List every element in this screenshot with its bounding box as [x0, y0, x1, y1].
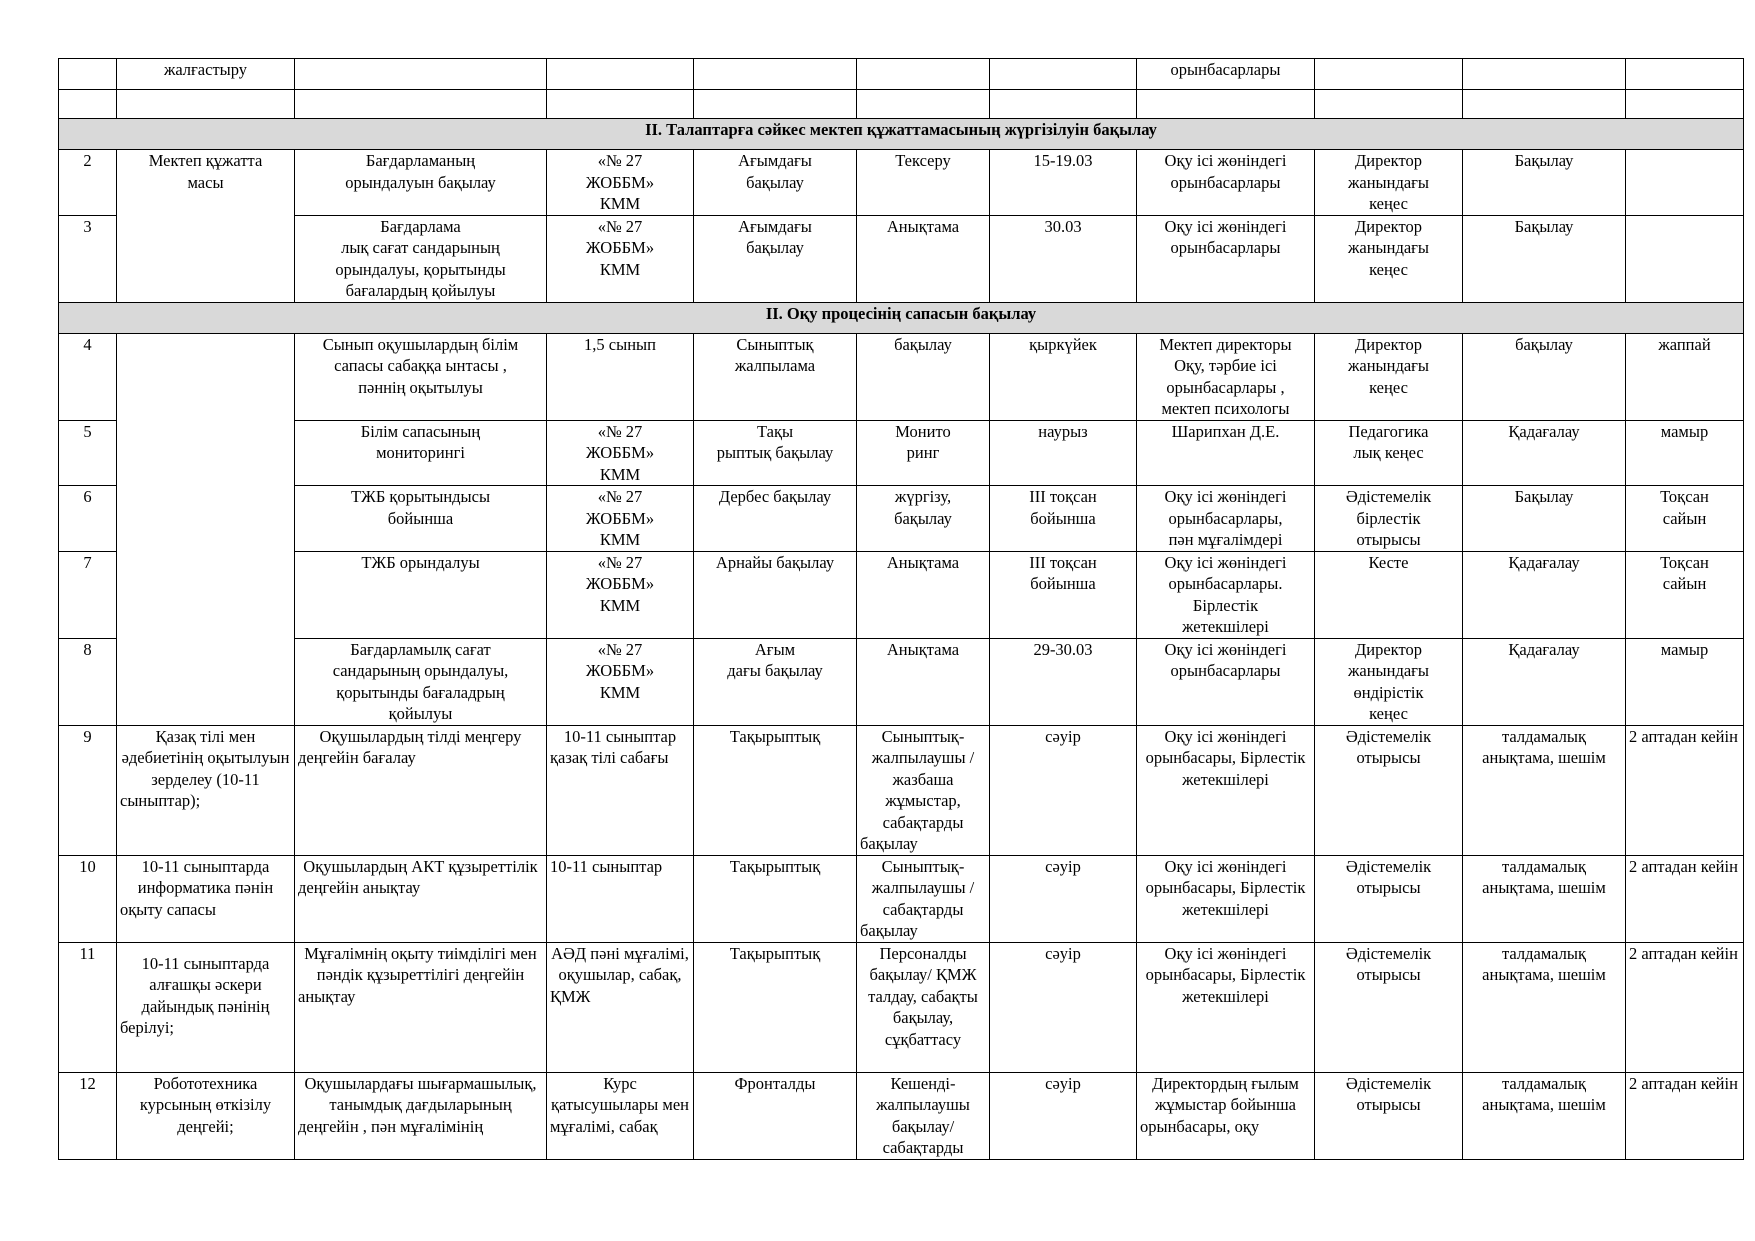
goal-line: сапасы сабаққа ынтасы , [334, 356, 507, 375]
section-heading: ІІ. Талаптарға сәйкес мектеп құжаттамасының жүргізілуін бақылау [59, 119, 1744, 150]
object-cell [547, 420, 694, 486]
object-line: КММ [599, 194, 641, 213]
responsible-cell: Оқу ісі жөніндегі орынбасары, Бірлестік жетекшілері [1137, 855, 1315, 942]
table-row [59, 855, 1744, 942]
method-cell [857, 486, 990, 552]
place-line: бірлестік [1356, 508, 1421, 528]
object-cell: 10-11 сыныптар қазақ тілі сабағы [547, 725, 694, 855]
responsible-line: Мектеп директоры [1159, 334, 1292, 354]
note-cell: 2 аптадан кейін [1626, 855, 1744, 942]
decision-cell [1463, 59, 1626, 90]
responsible-cell: Шарипхан Д.Е. [1137, 420, 1315, 486]
type-cell: Тақырыптық [694, 855, 857, 942]
object-line: ЖОББМ» [585, 172, 655, 192]
row-number: 2 [59, 150, 117, 216]
row-number: 4 [59, 333, 117, 420]
object-line: ЖОББМ» [585, 574, 655, 593]
responsible-line: орынбасарлары. [1168, 574, 1283, 593]
place-line: жанындағы [1347, 238, 1430, 257]
method-cell [857, 420, 990, 486]
table-row [59, 420, 1744, 486]
topic-cell: 10-11 сыныптарда алғашқы әскери дайындық пәнінің берілуі; [117, 942, 295, 1072]
note-cell [1626, 90, 1744, 119]
place-line: Директор [1355, 334, 1422, 354]
responsible-cell [1137, 551, 1315, 638]
table-row [59, 59, 1744, 90]
place-cell [1315, 333, 1463, 420]
date-cell [990, 551, 1137, 638]
topic-line: Мектеп құжатта [148, 151, 263, 170]
place-cell: Әдістемелік отырысы [1315, 855, 1463, 942]
responsible-text: орынбасарлары [1170, 60, 1281, 79]
place-line: жанындағы [1347, 356, 1430, 375]
row-number: 7 [59, 551, 117, 638]
row-number [59, 59, 117, 90]
goal-cell: Мұғалімнің оқыту тиімділігі мен пәндік құзыреттілігі деңгейін анықтау [295, 942, 547, 1072]
type-line: дағы бақылау [727, 661, 823, 680]
place-cell [1315, 90, 1463, 119]
object-line: «№ 27 [597, 421, 643, 441]
method-line: жүргізу, [894, 487, 952, 506]
goal-line: Білім сапасының [360, 421, 481, 441]
place-line: кеңес [1369, 194, 1408, 213]
goal-cell [295, 486, 547, 552]
object-line: «№ 27 [597, 552, 643, 572]
table-row [59, 551, 1744, 638]
responsible-cell [1137, 150, 1315, 216]
decision-cell: Бақылау [1463, 486, 1626, 552]
note-cell [1626, 59, 1744, 90]
object-line: ЖОББМ» [585, 238, 655, 257]
place-cell [1315, 420, 1463, 486]
place-cell [1315, 638, 1463, 725]
place-line: Директор [1355, 639, 1422, 659]
topic-cell: 10-11 сыныптарда информатика пәнін оқыту сапасы [117, 855, 295, 942]
date-cell: 30.03 [990, 215, 1137, 302]
place-cell [1315, 486, 1463, 552]
row-number: 3 [59, 215, 117, 302]
decision-cell [1463, 90, 1626, 119]
type-cell: Арнайы бақылау [694, 551, 857, 638]
responsible-cell: Оқу ісі жөніндегі орынбасары, Бірлестік жетекшілері [1137, 725, 1315, 855]
table-row [59, 942, 1744, 1072]
responsible-cell [1137, 638, 1315, 725]
type-cell: Тақырыптық [694, 942, 857, 1072]
method-cell [857, 90, 990, 119]
place-line: Директор [1355, 151, 1422, 170]
place-cell [1315, 215, 1463, 302]
topic-cell [117, 150, 295, 303]
note-cell [1626, 150, 1744, 216]
place-cell: Әдістемелік отырысы [1315, 1072, 1463, 1159]
goal-cell [295, 638, 547, 725]
goal-line: мониторингі [376, 443, 465, 462]
object-cell [547, 90, 694, 119]
place-line: кеңес [1369, 259, 1408, 279]
decision-cell: талдамалық анықтама, шешім [1463, 855, 1626, 942]
object-line: «№ 27 [597, 487, 643, 506]
method-cell: Анықтама [857, 638, 990, 725]
responsible-line: жетекшілері [1182, 617, 1269, 636]
topic-cell [117, 333, 295, 725]
note-cell: мамыр [1626, 420, 1744, 486]
responsible-line: Оқу ісі жөніндегі [1164, 487, 1287, 506]
responsible-line: орынбасарлары [1170, 661, 1281, 680]
goal-line: Бағдарлама [380, 216, 461, 236]
table-row [59, 638, 1744, 725]
responsible-line: орынбасарлары [1170, 172, 1281, 192]
note-cell: жаппай [1626, 333, 1744, 420]
note-cell [1626, 215, 1744, 302]
date-line: бойынша [1030, 574, 1096, 593]
decision-cell: талдамалық анықтама, шешім [1463, 942, 1626, 1072]
goal-cell [295, 59, 547, 90]
note-cell [1626, 551, 1744, 638]
type-line: бақылау [746, 172, 804, 192]
goal-line: бағалардың қойылуы [345, 281, 496, 300]
place-cell: Кесте [1315, 551, 1463, 638]
type-cell [694, 333, 857, 420]
row-number: 8 [59, 638, 117, 725]
responsible-line: Оқу ісі жөніндегі [1164, 552, 1287, 572]
decision-cell: Қадағалау [1463, 638, 1626, 725]
type-cell [694, 215, 857, 302]
decision-cell: талдамалық анықтама, шешім [1463, 1072, 1626, 1159]
goal-line: сандарының орындалуы, [332, 661, 509, 680]
object-line: ЖОББМ» [585, 508, 655, 528]
type-line: Сыныптық [736, 334, 814, 354]
responsible-cell: Оқу ісі жөніндегі орынбасары, Бірлестік жетекшілері [1137, 942, 1315, 1072]
responsible-cell [1137, 90, 1315, 119]
object-cell [547, 215, 694, 302]
section-heading: ІІ. Оқу процесінің сапасын бақылау [59, 302, 1744, 333]
responsible-cell [1137, 215, 1315, 302]
date-cell: наурыз [990, 420, 1137, 486]
topic-text: жалғастыру [163, 60, 248, 79]
place-line: Әдістемелік [1345, 487, 1432, 506]
place-line: кеңес [1369, 377, 1408, 397]
goal-cell [295, 215, 547, 302]
note-cell: мамыр [1626, 638, 1744, 725]
row-number: 9 [59, 725, 117, 855]
method-line: Монито [895, 421, 951, 441]
goal-cell: ТЖБ орындалуы [295, 551, 547, 638]
type-line: Ағым [754, 639, 796, 659]
table-row [59, 486, 1744, 552]
responsible-line: Оқу ісі жөніндегі [1164, 639, 1287, 659]
table-row [59, 215, 1744, 302]
section-header-row [59, 119, 1744, 150]
type-cell: Дербес бақылау [694, 486, 857, 552]
responsible-line: пән мұғалімдері [1168, 530, 1283, 549]
type-line: Ағымдағы [738, 151, 812, 170]
method-cell: Тексеру [857, 150, 990, 216]
decision-cell: Қадағалау [1463, 551, 1626, 638]
table-row [59, 150, 1744, 216]
goal-line: бойынша [387, 508, 454, 528]
date-cell: 15-19.03 [990, 150, 1137, 216]
responsible-cell [1137, 333, 1315, 420]
date-cell [990, 90, 1137, 119]
type-cell [694, 150, 857, 216]
row-number: 6 [59, 486, 117, 552]
date-cell: сәуір [990, 942, 1137, 1072]
type-line: жалпылама [734, 356, 816, 375]
table-row [59, 90, 1744, 119]
note-cell: 2 аптадан кейін [1626, 1072, 1744, 1159]
goal-cell [295, 333, 547, 420]
type-cell [694, 59, 857, 90]
place-line: Педагогика [1348, 421, 1429, 441]
responsible-line: орынбасарлары, [1168, 508, 1283, 528]
place-line: лық кеңес [1353, 443, 1424, 462]
method-cell: Анықтама [857, 215, 990, 302]
responsible-line: орынбасарлары , [1166, 377, 1285, 397]
object-line: КММ [599, 464, 641, 484]
decision-cell: Қадағалау [1463, 420, 1626, 486]
responsible-cell [1137, 486, 1315, 552]
row-number: 5 [59, 420, 117, 486]
method-line: ринг [906, 443, 940, 462]
goal-line: ТЖБ қорытындысы [350, 487, 491, 506]
date-cell: 29-30.03 [990, 638, 1137, 725]
place-cell [1315, 59, 1463, 90]
type-cell [694, 638, 857, 725]
type-line: бақылау [746, 238, 804, 257]
row-number [59, 90, 117, 119]
goal-line: Бағдарламылқ сағат [350, 639, 491, 659]
table-row [59, 333, 1744, 420]
responsible-line: Оқу ісі жөніндегі [1164, 216, 1287, 236]
type-cell: Фронталды [694, 1072, 857, 1159]
goal-cell [295, 150, 547, 216]
object-line: «№ 27 [597, 639, 643, 659]
goal-cell: Оқушылардың тілді меңгеру деңгейін бағалау [295, 725, 547, 855]
place-cell: Әдістемелік отырысы [1315, 725, 1463, 855]
date-line: бойынша [1030, 508, 1096, 528]
control-plan-table [58, 58, 1744, 1160]
responsible-line: орынбасарлары [1170, 238, 1281, 257]
note-line: сайын [1662, 574, 1707, 593]
goal-cell [295, 420, 547, 486]
type-line: рыптық бақылау [716, 443, 834, 462]
place-line: жанындағы [1347, 172, 1430, 192]
place-cell: Әдістемелік отырысы [1315, 942, 1463, 1072]
goal-line: лық сағат сандарының [341, 238, 500, 257]
row-number: 12 [59, 1072, 117, 1159]
date-cell: қыркүйек [990, 333, 1137, 420]
type-line: Ағымдағы [738, 216, 812, 236]
topic-cell: Қазақ тілі мен әдебиетінің оқытылуын зерделеу (10-11 сыныптар); [117, 725, 295, 855]
object-line: «№ 27 [597, 151, 643, 170]
place-line: Директор [1355, 216, 1422, 236]
place-line: кеңес [1369, 704, 1408, 723]
place-cell [1315, 150, 1463, 216]
method-cell [857, 59, 990, 90]
object-cell [547, 150, 694, 216]
method-cell: Анықтама [857, 551, 990, 638]
place-line: өндірістік [1353, 682, 1424, 702]
object-cell: Курс қатысушылары мен мұғалімі, сабақ [547, 1072, 694, 1159]
goal-cell: Оқушылардың АКТ құзыреттілік деңгейін анықтау [295, 855, 547, 942]
type-line: Тақы [756, 421, 794, 441]
note-line: Тоқсан [1660, 487, 1709, 506]
date-cell: сәуір [990, 855, 1137, 942]
place-line: отырысы [1356, 530, 1421, 549]
goal-line: орындалуын бақылау [345, 172, 496, 192]
goal-line: қорытынды бағаладрың [336, 682, 505, 702]
topic-cell [117, 90, 295, 119]
date-cell [990, 59, 1137, 90]
table-row [59, 1072, 1744, 1159]
topic-cell: Робототехника курсының өткізілу деңгейі; [117, 1072, 295, 1159]
object-cell: АӘД пәні мұғалімі, оқушылар, сабақ, ҚМЖ [547, 942, 694, 1072]
object-line: ЖОББМ» [585, 443, 655, 462]
object-cell [547, 486, 694, 552]
object-line: КММ [599, 259, 641, 279]
method-cell: Сыныптық-жалпылаушы / жазбаша жұмыстар, сабақтарды бақылау [857, 725, 990, 855]
place-line: жанындағы [1347, 661, 1430, 680]
object-line: КММ [599, 682, 641, 702]
table-row [59, 725, 1744, 855]
goal-line: қойылуы [388, 704, 453, 723]
decision-cell: талдамалық анықтама, шешім [1463, 725, 1626, 855]
object-line: КММ [599, 595, 641, 615]
method-cell: Персоналды бақылау/ ҚМЖ талдау, сабақты бақылау, сұқбаттасу [857, 942, 990, 1072]
note-line: сайын [1662, 508, 1707, 528]
responsible-cell: Директордың ғылым жұмыстар бойынша орынбасары, оқу [1137, 1072, 1315, 1159]
type-cell: Тақырыптық [694, 725, 857, 855]
object-line: ЖОББМ» [585, 661, 655, 680]
decision-cell: Бақылау [1463, 150, 1626, 216]
responsible-line: Оқу, тәрбие ісі [1174, 356, 1277, 375]
date-cell: сәуір [990, 725, 1137, 855]
topic-cell [117, 59, 295, 90]
object-cell [547, 638, 694, 725]
method-cell: бақылау [857, 333, 990, 420]
topic-line: масы [187, 172, 224, 192]
goal-cell [295, 90, 547, 119]
decision-cell: бақылау [1463, 333, 1626, 420]
type-cell [694, 420, 857, 486]
object-cell [547, 59, 694, 90]
type-cell [694, 90, 857, 119]
goal-line: Сынып оқушылардың білім [322, 334, 519, 354]
object-line: КММ [599, 530, 641, 549]
method-cell: Сыныптық-жалпылаушы / сабақтарды бақылау [857, 855, 990, 942]
row-number: 11 [59, 942, 117, 1072]
note-cell: 2 аптадан кейін [1626, 942, 1744, 1072]
responsible-cell [1137, 59, 1315, 90]
note-cell [1626, 486, 1744, 552]
date-cell [990, 486, 1137, 552]
method-line: бақылау [894, 508, 952, 528]
method-cell: Кешенді-жалпылаушы бақылау/ сабақтарды [857, 1072, 990, 1159]
responsible-line: Бірлестік [1192, 595, 1259, 615]
note-cell: 2 аптадан кейін [1626, 725, 1744, 855]
object-line: «№ 27 [597, 216, 643, 236]
row-number: 10 [59, 855, 117, 942]
object-cell: 1,5 сынып [547, 333, 694, 420]
date-line: ІІІ тоқсан [1029, 552, 1097, 572]
responsible-line: мектеп психологы [1161, 399, 1290, 418]
object-cell: 10-11 сыныптар [547, 855, 694, 942]
goal-line: Бағдарламаның [365, 151, 476, 170]
date-line: ІІІ тоқсан [1029, 487, 1097, 506]
decision-cell: Бақылау [1463, 215, 1626, 302]
note-line: Тоқсан [1660, 552, 1709, 572]
goal-line: орындалуы, қорытынды [335, 259, 506, 279]
goal-line: пәннің оқытылуы [358, 377, 483, 397]
date-cell: сәуір [990, 1072, 1137, 1159]
section-header-row [59, 302, 1744, 333]
object-cell [547, 551, 694, 638]
goal-cell: Оқушылардағы шығармашылық, танымдық дағдыларының деңгейін , пән мұғалімінің [295, 1072, 547, 1159]
responsible-line: Оқу ісі жөніндегі [1164, 151, 1287, 170]
